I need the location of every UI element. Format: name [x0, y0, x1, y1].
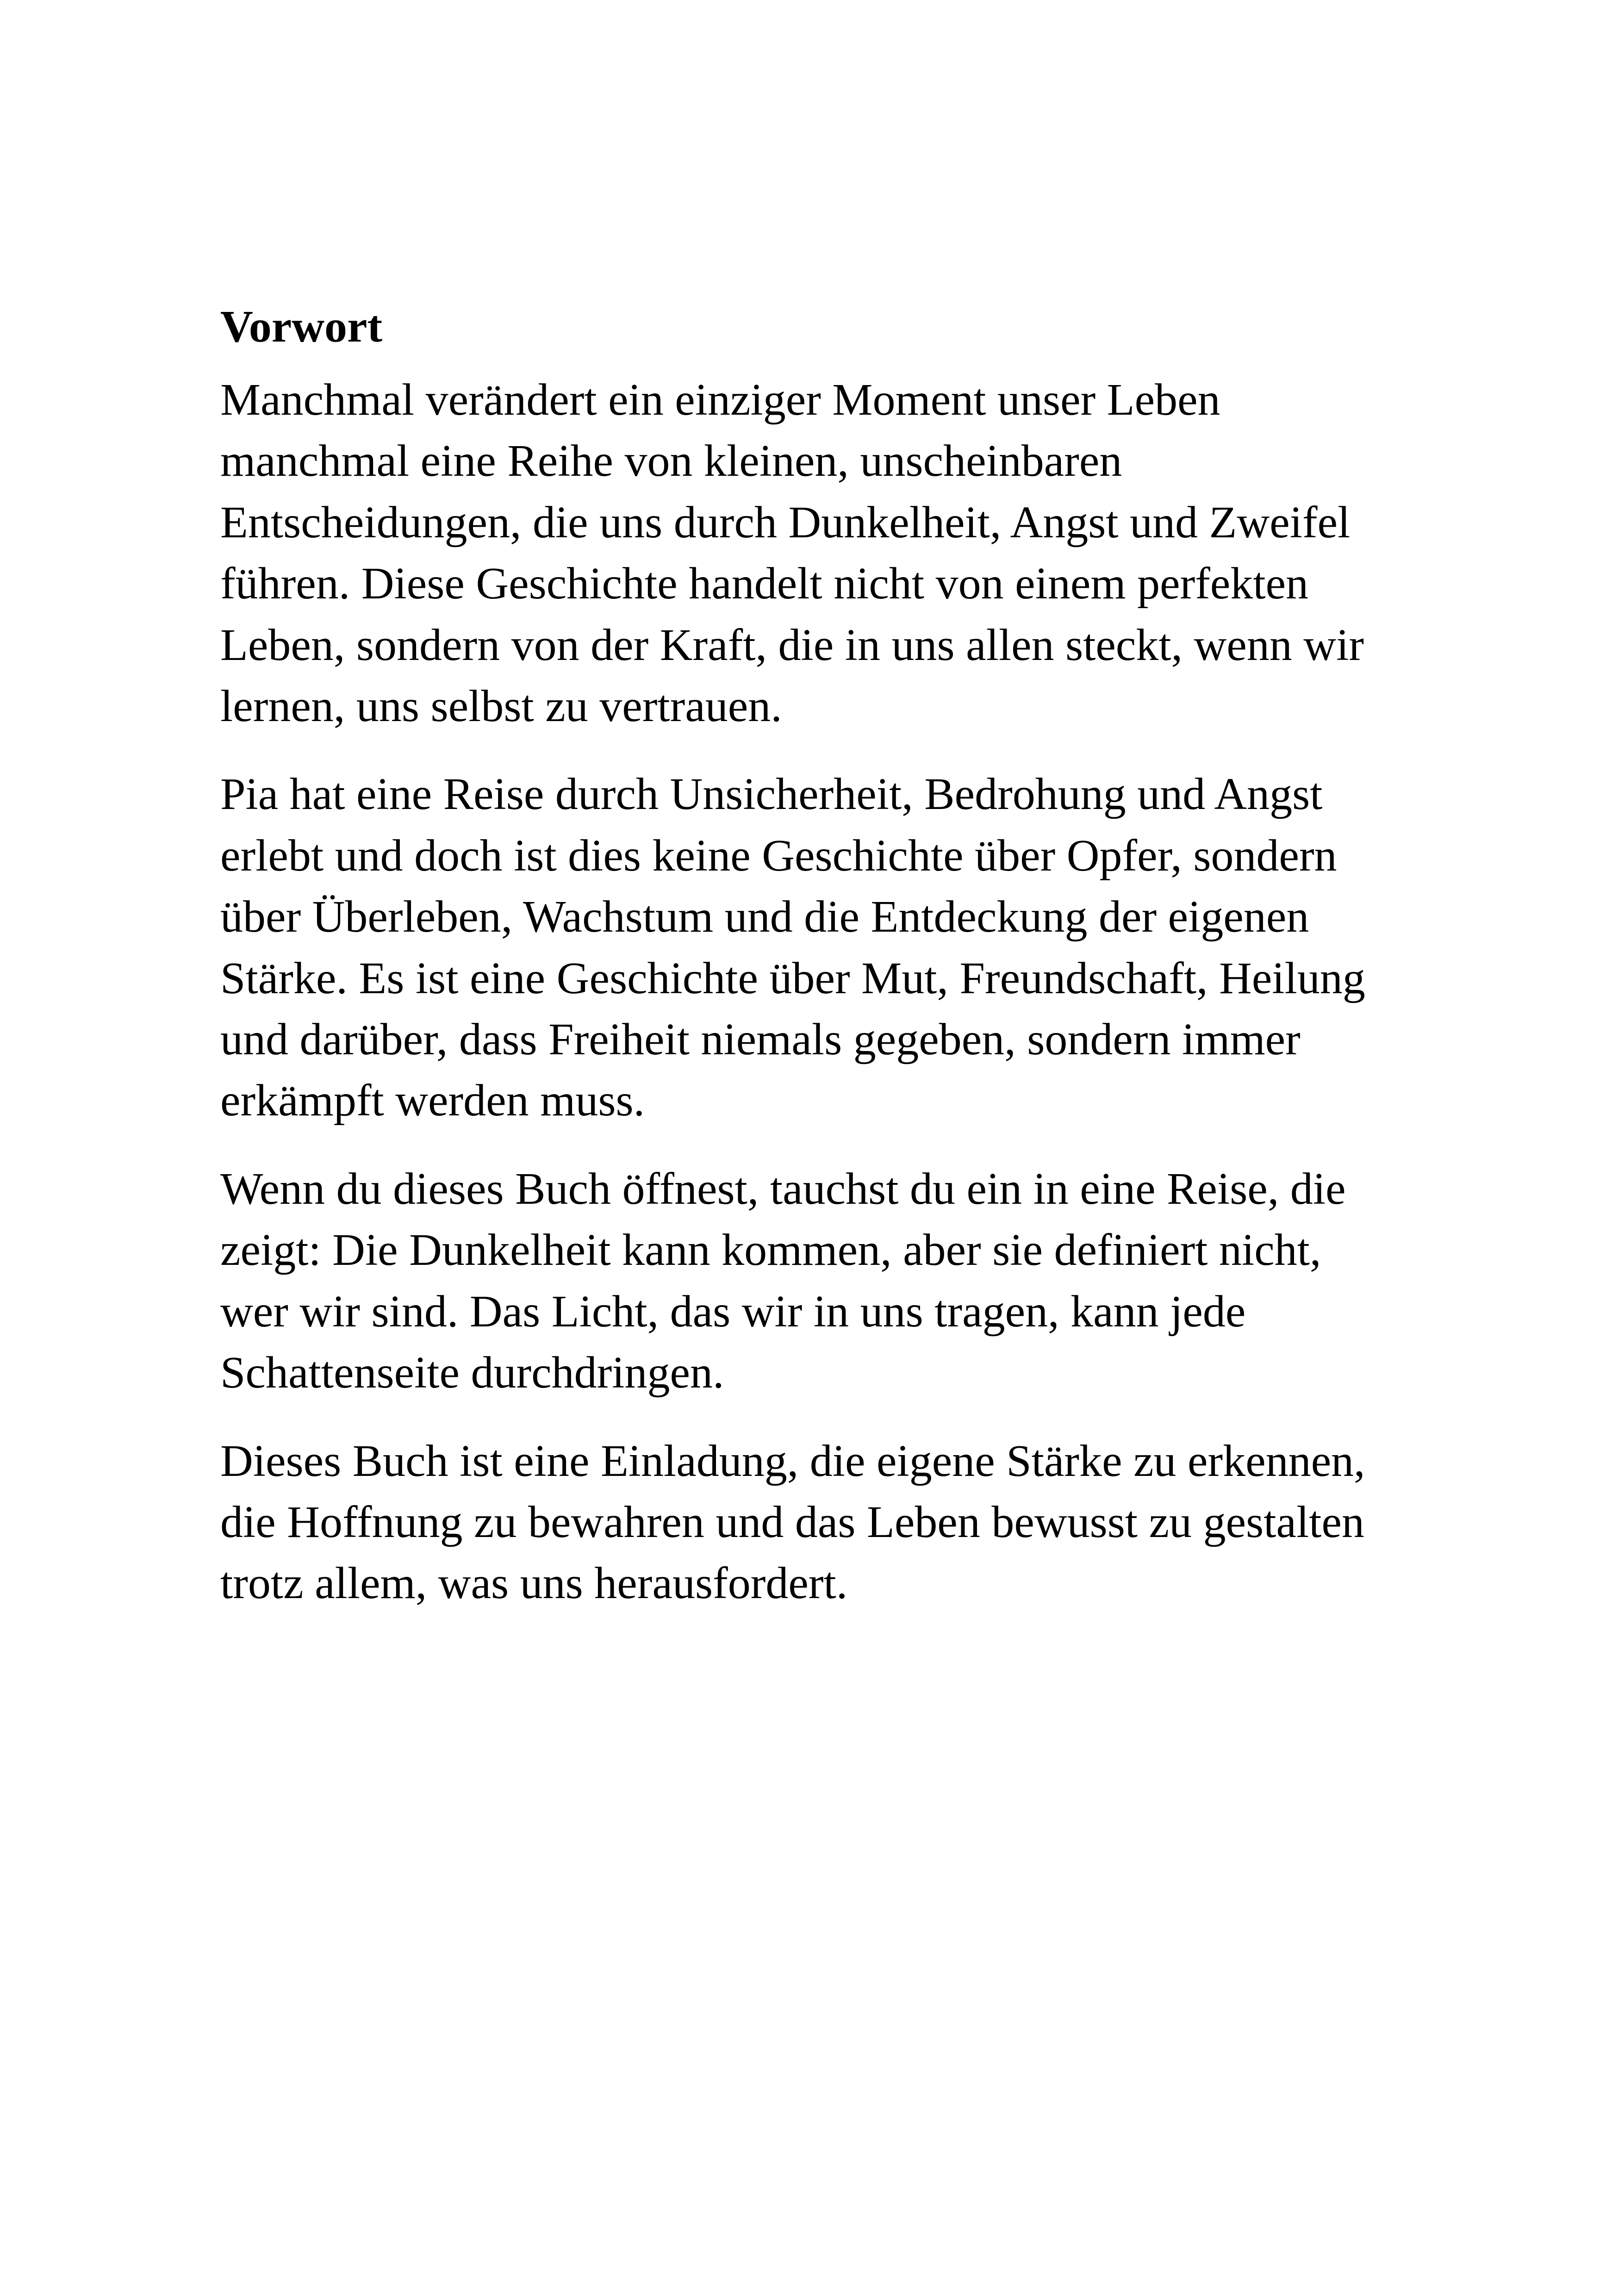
paragraph-3: Wenn du dieses Buch öffnest, tauchst du ein in eine Reise, die zeigt: Die Dunkelheit kann kommen, aber sie definiert nicht, wer wir sind. Das Licht, das wir in uns tragen, kann jede Schattenseite durchdringen. — [220, 1164, 1346, 1398]
page-title: Vorwort — [220, 302, 383, 352]
paragraph-2: Pia hat eine Reise durch Unsicherheit, Bedrohung und Angst erlebt und doch ist dies keine Geschichte über Opfer, sondern über Überleben, Wachstum und die Entdeckung der eigenen Stärke. Es ist eine Geschichte über Mut, Freundschaft, Heilung und darüber, dass Freiheit niemals gegeben, sondern immer erkämpft werden muss. — [220, 769, 1365, 1126]
document-body — [220, 296, 1405, 1641]
paragraph-4: Dieses Buch ist eine Einladung, die eigene Stärke zu erkennen, die Hoffnung zu bewahren und das Leben bewusst zu gestalten trotz allem, was uns herausfordert. — [220, 1436, 1365, 1609]
paragraph-1: Manchmal verändert ein einziger Moment unser Leben manchmal eine Reihe von kleinen, unscheinbaren Entscheidungen, die uns durch Dunkelheit, Angst und Zweifel führen. Diese Geschichte handelt nicht von einem perfekten Leben, sondern von der Kraft, die in uns allen steckt, wenn wir lernen, uns selbst zu vertrauen. — [220, 375, 1364, 732]
